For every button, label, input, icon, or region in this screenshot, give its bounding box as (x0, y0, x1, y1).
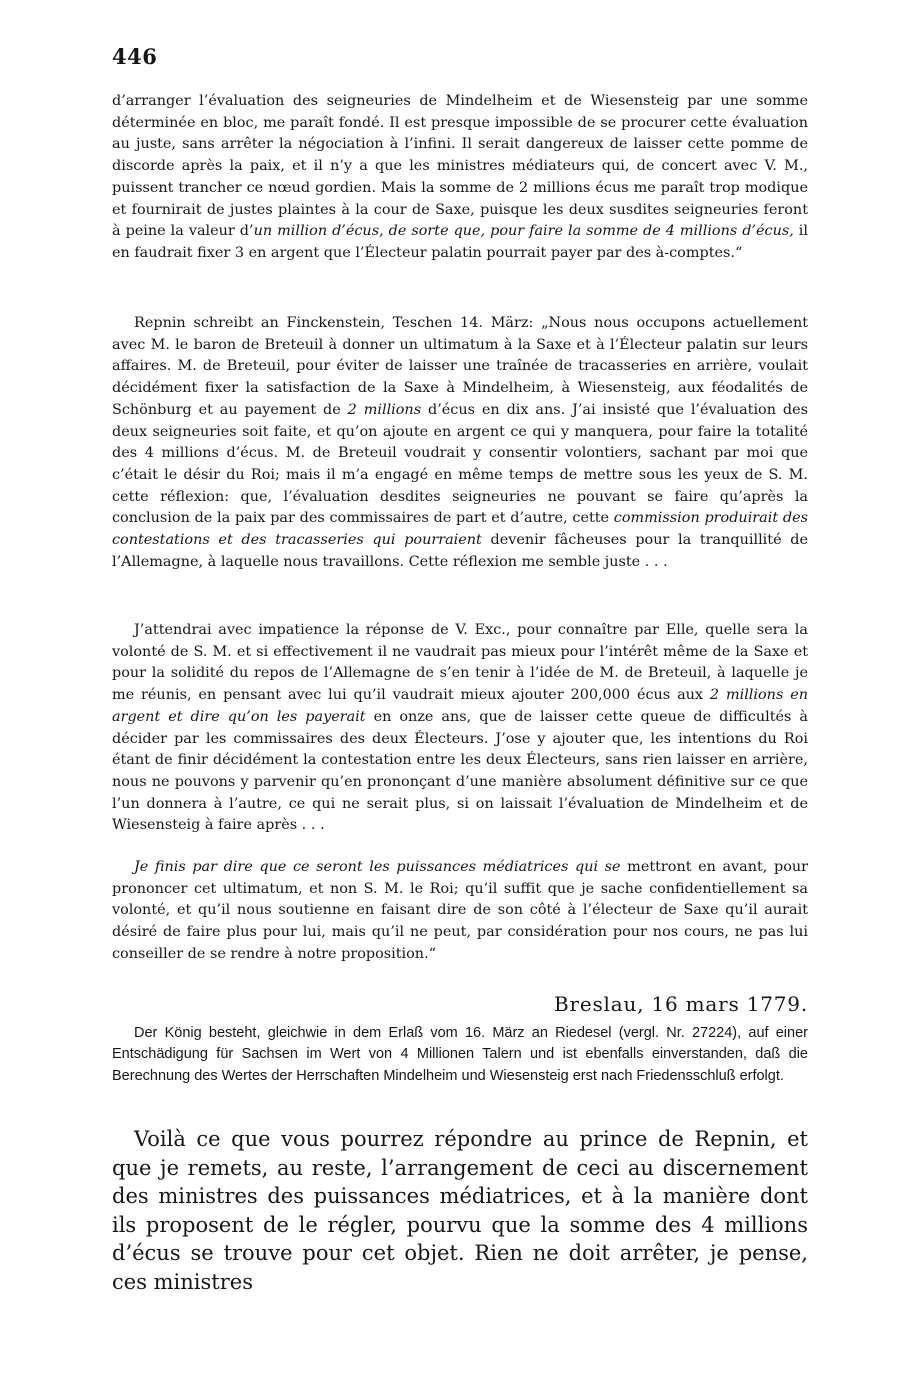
italic-run: un million d’écus, de sorte que, pour faire la somme de 4 millions d’écus, (253, 223, 794, 240)
italic-run: Je finis par dire que ce seront les puissances médiatrices qui se (134, 859, 621, 875)
text-run: en onze ans, que de laisser cette queue de difficultés à décider par les commissaires des deux Électeurs. J’ose y ajouter que, les intentions du Roi étant de finir décidément la contestation entre les deux Électeurs, sans rien laisser en arrière, nous ne pouvons y parvenir qu’en prononçant d’une manière absolument définitive sur ce que l’un donnera à l’autre, ce qui ne serait plus, si on laissait l’évaluation de Mindelheim et de Wiesensteig à faire après . . . (112, 708, 808, 834)
italic-run: 2 millions (347, 401, 422, 418)
quoted-letter-paragraph-3 (112, 620, 808, 837)
editor-note-text: Der König besteht, gleichwie in dem Erlaß vom 16. März an Riedesel (vergl. Nr. 27224), auf einer Entschädigung für Sachsen im Wert von 4 Millionen Talern und ist ebenfalls einverstanden, daß die Berechnung des Wertes der Herrschaften Mindelheim und Wiesensteig erst nach Friedensschluß erfolgt. (112, 1025, 808, 1084)
text-run: J’attendrai avec impatience la réponse de V. Exc., pour connaître par Elle, quelle sera la volonté de S. M. et si effectivement il ne vaudrait pas mieux pour l’intérêt même de la Saxe et pour la solidité du repos de l’Allemagne de s’en tenir à l’idée de M. de Breteuil, à laquelle je me réunis, en pensant avec lui qu’il vaudrait mieux ajouter 200,000 écus aux (112, 622, 808, 704)
text-run: devenir fâcheuses pour la tranquillité de l’Allemagne, à laquelle nous travaillons. Cette réflexion me semble juste . . . (112, 532, 808, 570)
editor-note (112, 1023, 808, 1087)
letter-body-text: Voilà ce que vous pourrez répondre au prince de Repnin, et que je remets, au reste, l’arrangement de ceci au discernement des ministres des puissances médiatrices, et à la manière dont ils proposent de le régler, pourvu que la somme des 4 millions d’écus se trouve pour cet objet. Rien ne doit arrêter, je pense, ces ministres (112, 1127, 808, 1294)
quoted-letter-paragraph-4 (112, 857, 808, 966)
quoted-letter-paragraph-2 (112, 313, 808, 573)
text-run: mettront en avant, pour prononcer cet ultimatum, et non S. M. le Roi; qu’il suffit que je sache confidentiellement sa volonté, et qu’il nous soutienne en faisant dire de son côté à l’électeur de Saxe qu’il aurait désiré de faire plus pour lui, mais qu’il ne peut, par considération pour nos cours, ne pas lui conseiller de se rendre à notre proposition.“ (112, 859, 809, 962)
italic-run: 2 millions en argent et dire qu’on les payerait (112, 687, 808, 725)
quoted-letter-paragraph-1 (112, 91, 808, 265)
text-run: d’arranger l’évaluation des seigneuries de Mindelheim et de Wiesensteig par une somme déterminée en bloc, me paraît fondé. Il est presque impossible de se procurer cette évaluation au juste, sans arrêter la négociation à l’infini. Il serait dangereux de laisser cette pomme de discorde après la paix, et il n’y a que les ministres médiateurs qui, de concert avec V. M., puissent trancher ce nœud gordien. Mais la somme de 2 millions écus me paraît trop modique et fournirait de justes plaintes à la cour de Saxe, puisque les deux susdites seigneuries feront à peine la valeur d’ (112, 93, 808, 240)
letter-body (112, 1125, 808, 1296)
text-run: Repnin schreibt an Finckenstein, Teschen 14. März: „Nous nous occupons actuellement avec M. le baron de Breteuil à donner un ultimatum à la Saxe et à l’Électeur palatin sur leurs affaires. M. de Breteuil, pour éviter de laisser une traînée de tracasseries en arrière, voulait décidément fixer la satisfaction de la Saxe à Mindelheim, à Wiesensteig, aux féodalités de Schönburg et au payement de (112, 315, 808, 418)
text-run: il en faudrait fixer 3 en argent que l’Électeur palatin pourrait payer par des à-comptes.“ (112, 223, 809, 261)
italic-run: commission produirait des contestations et des tracasseries qui pourraient (112, 510, 808, 549)
text-run: d’écus en dix ans. J’ai insisté que l’évaluation des deux seigneuries soit faite, et qu’on ajoute en argent ce qui y manquera, pour faire la totalité des 4 millions d’écus. M. de Breteuil voudrait y consentir volontiers, sachant par moi que c’était le désir du Roi; mais il m’a engagé en même temps de mettre sous les yeux de S. M. cette réflexion: que, l’évaluation desdites seigneuries ne pouvant se faire qu’après la conclusion de la paix par des commissaires de part et d’autre, cette (112, 401, 808, 527)
dateline: Breslau, 16 mars 1779. (553, 992, 808, 1016)
page-number: 446 (112, 44, 158, 69)
